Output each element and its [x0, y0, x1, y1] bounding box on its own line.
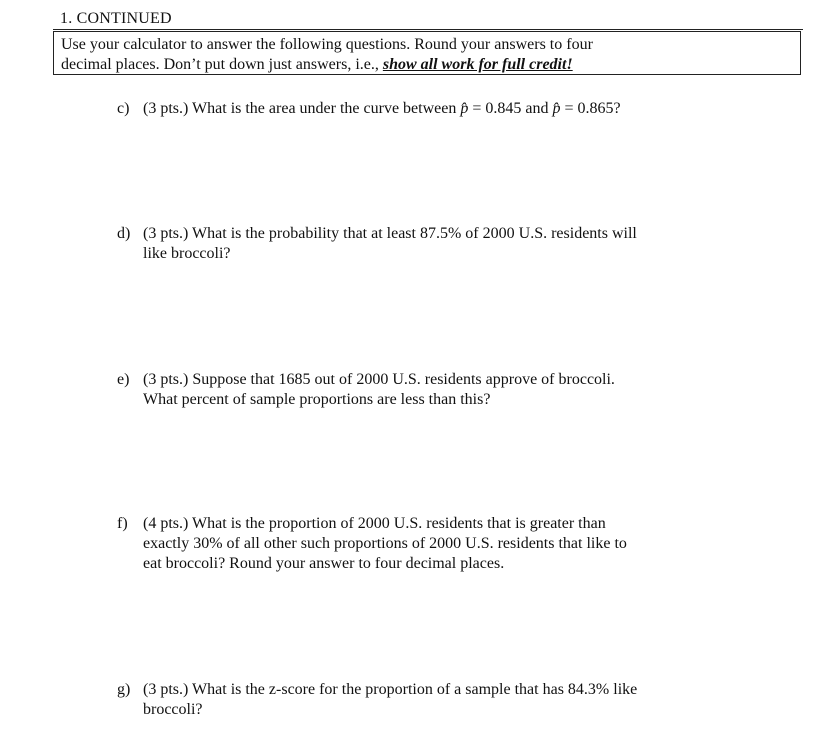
- question-text-part: Suppose that 1685 out of 2000 U.S. residents approve of broccoli.: [188, 371, 615, 388]
- question-text: [143, 370, 737, 410]
- question-points: (3 pts.): [143, 371, 189, 388]
- question-text-part: = 0.845 and: [468, 100, 553, 117]
- instructions-emphasis: show all work for full credit!: [382, 56, 573, 73]
- question-text-part: What is the area under the curve between: [188, 100, 461, 117]
- question-d: [117, 224, 737, 264]
- question-letter: c): [117, 100, 130, 117]
- instructions-line-2-text: decimal places. Don’t put down just answers, i.e.,: [61, 56, 383, 73]
- question-points: (4 pts.): [143, 515, 189, 532]
- question-text: [143, 99, 737, 119]
- header-divider: [53, 29, 803, 30]
- p-hat-symbol: p̂: [460, 100, 469, 117]
- instructions-box: [53, 31, 801, 75]
- question-line: [143, 370, 737, 390]
- question-text: [143, 680, 737, 720]
- question-line: like broccoli?: [143, 245, 231, 262]
- question-text-part: What is the probability that at least 87.5% of 2000 U.S. residents will: [188, 225, 637, 242]
- question-text-part: What is the proportion of 2000 U.S. residents that is greater than: [188, 515, 606, 532]
- question-line: [143, 680, 737, 700]
- question-text: [143, 514, 737, 574]
- question-c: [117, 99, 737, 119]
- question-points: (3 pts.): [143, 681, 189, 698]
- question-text-part: = 0.865?: [560, 100, 621, 117]
- question-line: [143, 514, 737, 534]
- question-points: (3 pts.): [143, 100, 189, 117]
- question-text-part: What is the z-score for the proportion of a sample that has 84.3% like: [188, 681, 638, 698]
- question-f: [117, 514, 737, 574]
- question-text: [143, 224, 737, 264]
- question-letter: g): [117, 681, 131, 698]
- p-hat-symbol: p̂: [552, 100, 561, 117]
- question-line: What percent of sample proportions are less than this?: [143, 391, 491, 408]
- question-line: exactly 30% of all other such proportions of 2000 U.S. residents that like to: [143, 535, 627, 552]
- question-g: [117, 680, 737, 720]
- question-letter: e): [117, 371, 130, 388]
- question-line: eat broccoli? Round your answer to four decimal places.: [143, 555, 505, 572]
- question-e: [117, 370, 737, 410]
- instructions-line-1: Use your calculator to answer the following questions. Round your answers to four: [61, 36, 593, 53]
- question-line: [143, 224, 737, 244]
- question-points: (3 pts.): [143, 225, 189, 242]
- question-line: broccoli?: [143, 701, 203, 718]
- question-letter: d): [117, 225, 131, 242]
- instructions-line-2: [61, 55, 800, 75]
- question-letter: f): [117, 515, 128, 532]
- section-title: 1. CONTINUED: [60, 10, 172, 27]
